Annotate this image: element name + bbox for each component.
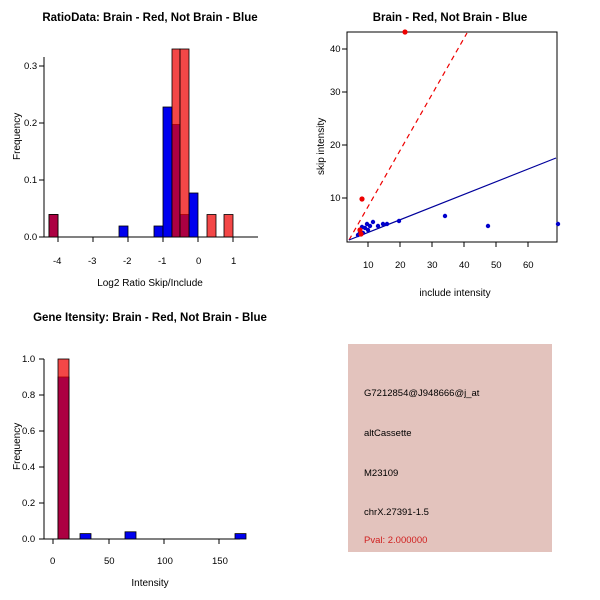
- hist-ratio-ylabel: Frequency: [12, 112, 23, 160]
- hist-gene-xtick-1: 50: [104, 556, 115, 567]
- info-accession: M23109: [364, 468, 399, 479]
- hist-gene-bars-red: [58, 359, 69, 539]
- panel-scatter: [300, 0, 600, 300]
- panel-info: [348, 344, 552, 552]
- hist-ratio-title: RatioData: Brain - Red, Not Brain - Blue: [42, 12, 258, 24]
- scatter-xtick-0: 10: [363, 260, 374, 271]
- hist-ratio-xtick-2: -2: [123, 256, 132, 267]
- hist-ratio-ytick-2: 0.2: [24, 118, 38, 129]
- hist-gene-ytick-0: 0.0: [22, 534, 36, 545]
- scatter-ytick-0: 10: [330, 193, 341, 204]
- scatter-xtick-2: 30: [427, 260, 438, 271]
- scatter-points-brain: [357, 29, 407, 236]
- hist-ratio-xtick-5: 1: [231, 256, 237, 267]
- hist-gene-ylabel: Frequency: [12, 422, 23, 470]
- hist-gene-plot: [0, 300, 300, 600]
- info-probeset-id: G7212854@J948666@j_at: [364, 388, 480, 399]
- scatter-title: Brain - Red, Not Brain - Blue: [372, 12, 528, 24]
- scatter-xlabel: include intensity: [419, 288, 491, 299]
- hist-ratio-xtick-4: 0: [196, 256, 202, 267]
- hist-gene-ytick-5: 1.0: [22, 354, 36, 365]
- hist-gene-title: Gene Itensity: Brain - Red, Not Brain - Blue: [33, 312, 267, 324]
- hist-ratio-xtick-3: -1: [158, 256, 167, 267]
- scatter-fit-notbrain: [349, 158, 556, 240]
- hist-ratio-ytick-0: 0.0: [24, 232, 38, 243]
- hist-ratio-ytick-1: 0.1: [24, 175, 38, 186]
- panel-hist-gene: [0, 300, 300, 600]
- hist-ratio-ytick-3: 0.3: [24, 61, 38, 72]
- hist-gene-xlabel: Intensity: [131, 578, 169, 589]
- info-event-type: altCassette: [364, 428, 412, 439]
- hist-gene-ytick-1: 0.2: [22, 498, 36, 509]
- info-locus: chrX.27391-1.5: [364, 507, 429, 518]
- scatter-xtick-4: 50: [491, 260, 502, 271]
- scatter-xtick-5: 60: [523, 260, 534, 271]
- hist-gene-xtick-0: 0: [50, 556, 56, 567]
- hist-gene-ytick-4: 0.8: [22, 390, 36, 401]
- panel-hist-ratio: [0, 0, 300, 300]
- hist-gene-bars-blue: [58, 377, 246, 539]
- hist-gene-ytick-3: 0.6: [22, 426, 36, 437]
- info-pval: Pval: 2.000000: [364, 535, 428, 546]
- hist-gene-xtick-2: 100: [157, 556, 173, 567]
- hist-ratio-xtick-1: -3: [88, 256, 97, 267]
- scatter-plot: [300, 0, 600, 300]
- hist-ratio-xlabel: Log2 Ratio Skip/Include: [97, 278, 203, 289]
- hist-gene-ytick-2: 0.4: [22, 462, 36, 473]
- hist-ratio-xtick-0: -4: [53, 256, 62, 267]
- hist-ratio-plot: [0, 0, 300, 300]
- scatter-xtick-1: 20: [395, 260, 406, 271]
- scatter-points-notbrain: [356, 214, 560, 237]
- scatter-ylabel: skip intensity: [316, 117, 327, 175]
- scatter-fit-brain: [349, 33, 467, 240]
- scatter-ytick-3: 40: [330, 44, 341, 55]
- scatter-ytick-2: 30: [330, 87, 341, 98]
- hist-gene-xtick-3: 150: [212, 556, 228, 567]
- hist-ratio-bars-red: [49, 49, 233, 237]
- scatter-xtick-3: 40: [459, 260, 470, 271]
- scatter-ytick-1: 20: [330, 140, 341, 151]
